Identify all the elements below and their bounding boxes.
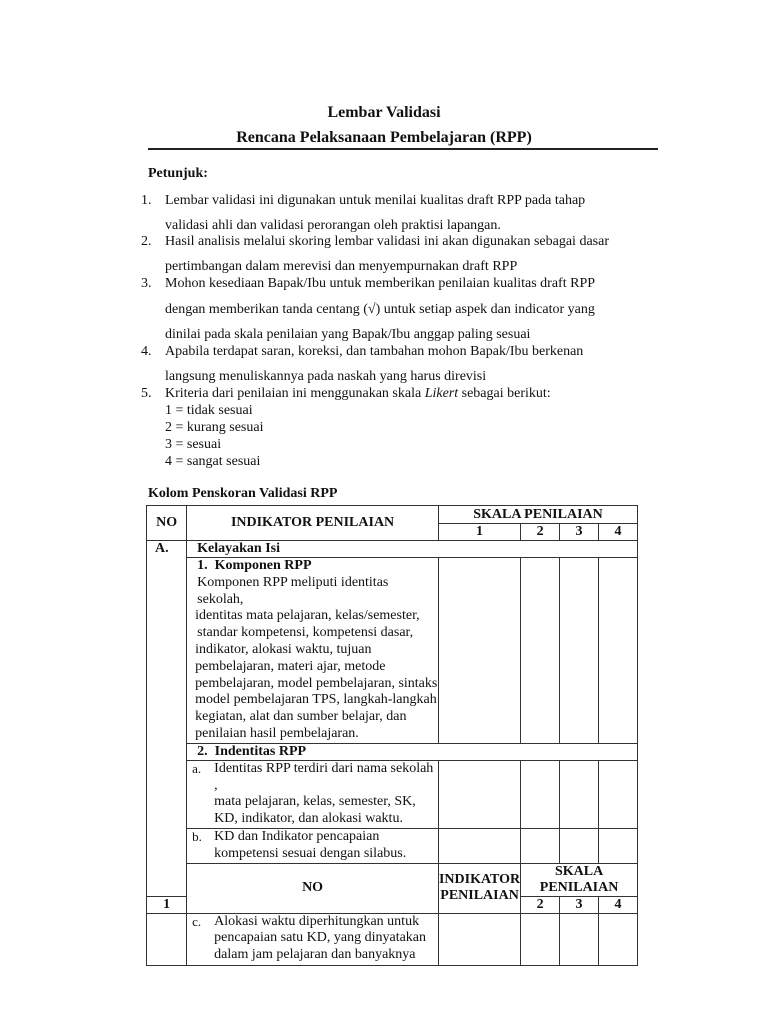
subsection-row (147, 743, 638, 760)
indicator-line: pencapaian satu KD, yang dinyatakan (214, 930, 427, 946)
indicator-line: identitas mata pelajaran, kelas/semester, (195, 608, 420, 624)
score-cell-2[interactable] (521, 760, 560, 828)
score-cell-2[interactable] (521, 558, 560, 744)
scale-item: 1 = tidak sesuai (165, 403, 253, 418)
indicator-line: model pembelajaran TPS, langkah-langkah (195, 692, 437, 708)
indicator-line: penilaian hasil pembelajaran. (195, 725, 359, 741)
indicator-line: standar kompetensi, kompetensi dasar, (197, 625, 414, 641)
instruction-number: 1. (141, 193, 152, 208)
scale-item: 4 = sangat sesuai (165, 454, 261, 469)
score-header-1: 1 (438, 524, 520, 541)
score-cell-4[interactable] (599, 760, 638, 828)
table-caption: Kolom Penskoran Validasi RPP (148, 486, 338, 501)
section-row (147, 541, 638, 558)
instruction-number: 2. (141, 234, 152, 249)
item-letter: c. (192, 913, 202, 929)
table-row (147, 828, 638, 863)
score-header-4: 4 (599, 524, 638, 541)
indicator-line: Alokasi waktu diperhitungkan untuk (214, 913, 420, 929)
indicator-cell (187, 828, 439, 863)
instruction-line: Hasil analisis melalui skoring lembar validasi ini akan digunakan sebagai dasar (165, 234, 609, 249)
score-header-2: 2 (521, 896, 560, 913)
header-scale: SKALA PENILAIAN (521, 863, 638, 896)
instruction-text: Kriteria dari penilaian ini menggunakan skala (165, 386, 425, 401)
score-header-4: 4 (599, 896, 638, 913)
instruction-text: sebagai berikut: (458, 386, 551, 401)
table-header-row (147, 506, 638, 524)
table-header-row (147, 863, 638, 896)
scoring-table (146, 505, 638, 966)
subsection-title: Komponen RPP (214, 558, 312, 573)
score-cell-3[interactable] (560, 828, 599, 863)
indicator-cell (187, 913, 439, 965)
table-row (147, 913, 638, 965)
header-indicator: INDIKATOR PENILAIAN (438, 863, 520, 913)
header-no: NO (187, 863, 439, 913)
instruction-line (165, 386, 551, 402)
instruction-line: langsung menuliskannya pada naskah yang harus direvisi (165, 369, 487, 384)
score-cell-1[interactable] (438, 828, 520, 863)
item-letter: b. (192, 828, 202, 844)
indicator-line: KD, indikator, dan alokasi waktu. (214, 811, 403, 827)
score-cell-3[interactable] (560, 558, 599, 744)
indicator-line: Komponen RPP meliputi identitas sekolah, (197, 574, 389, 607)
document-title: Lembar Validasi (327, 104, 441, 121)
score-cell-4[interactable] (599, 913, 638, 965)
scale-item: 2 = kurang sesuai (165, 420, 264, 435)
table-row (147, 760, 638, 828)
document-subtitle: Rencana Pelaksanaan Pembelajaran (RPP) (236, 129, 532, 146)
instruction-line: Apabila terdapat saran, koreksi, dan tambahan mohon Bapak/Ibu berkenan (165, 344, 584, 359)
score-header-3: 3 (560, 896, 599, 913)
indicator-line: Identitas RPP terdiri dari nama sekolah , (214, 760, 434, 793)
score-cell-3[interactable] (560, 760, 599, 828)
section-title: Kelayakan Isi (187, 541, 638, 558)
score-cell-1[interactable] (438, 760, 520, 828)
instructions-label: Petunjuk: (148, 166, 208, 181)
subsection-heading (193, 558, 438, 575)
likert-term: Likert (424, 386, 459, 401)
instruction-line: dinilai pada skala penilaian yang Bapak/Ibu anggap paling sesuai (165, 327, 531, 342)
indicator-line: kompetensi sesuai dengan silabus. (214, 845, 407, 861)
score-cell-1[interactable] (438, 913, 520, 965)
header-scale: SKALA PENILAIAN (438, 506, 637, 524)
indicator-cell (187, 558, 439, 744)
score-cell-3[interactable] (560, 913, 599, 965)
subsection-number: 2. (197, 743, 208, 759)
score-cell-4[interactable] (599, 558, 638, 744)
instruction-line: pertimbangan dalam merevisi dan menyempurnakan draft RPP (165, 259, 518, 274)
instruction-line: validasi ahli dan validasi perorangan oleh praktisi lapangan. (165, 218, 501, 233)
score-header-2: 2 (521, 524, 560, 541)
instruction-line: Mohon kesediaan Bapak/Ibu untuk memberikan penilaian kualitas draft RPP (165, 276, 596, 291)
section-no-empty (147, 913, 187, 965)
indicator-line: pembelajaran, model pembelajaran, sintaks (195, 675, 438, 691)
score-header-1: 1 (147, 896, 187, 913)
instruction-number: 4. (141, 344, 152, 359)
score-header-3: 3 (560, 524, 599, 541)
subsection-heading (187, 743, 638, 760)
section-no: A. (147, 541, 187, 897)
title-underline (148, 148, 658, 150)
scale-item: 3 = sesuai (165, 437, 222, 452)
indicator-line: kegiatan, alat dan sumber belajar, dan (195, 709, 407, 725)
score-cell-4[interactable] (599, 828, 638, 863)
header-no: NO (147, 506, 187, 541)
indicator-line: indikator, alokasi waktu, tujuan (195, 641, 372, 657)
table-row (147, 558, 638, 744)
indicator-line: pembelajaran, materi ajar, metode (195, 658, 386, 674)
score-cell-2[interactable] (521, 913, 560, 965)
instruction-line: Lembar validasi ini digunakan untuk menilai kualitas draft RPP pada tahap (165, 193, 586, 208)
header-indicator: INDIKATOR PENILAIAN (187, 506, 439, 541)
instruction-number: 5. (141, 386, 152, 401)
indicator-line: KD dan Indikator pencapaian (214, 828, 380, 844)
instruction-line: dengan memberikan tanda centang (√) untuk setiap aspek dan indicator yang (165, 302, 595, 317)
indicator-line: dalam jam pelajaran dan banyaknya (214, 947, 416, 963)
item-letter: a. (192, 760, 202, 776)
subsection-title: Indentitas RPP (214, 743, 307, 759)
score-cell-2[interactable] (521, 828, 560, 863)
indicator-line: mata pelajaran, kelas, semester, SK, (214, 794, 416, 810)
subsection-number: 1. (197, 558, 208, 573)
score-cell-1[interactable] (438, 558, 520, 744)
indicator-cell (187, 760, 439, 828)
instruction-number: 3. (141, 276, 152, 291)
